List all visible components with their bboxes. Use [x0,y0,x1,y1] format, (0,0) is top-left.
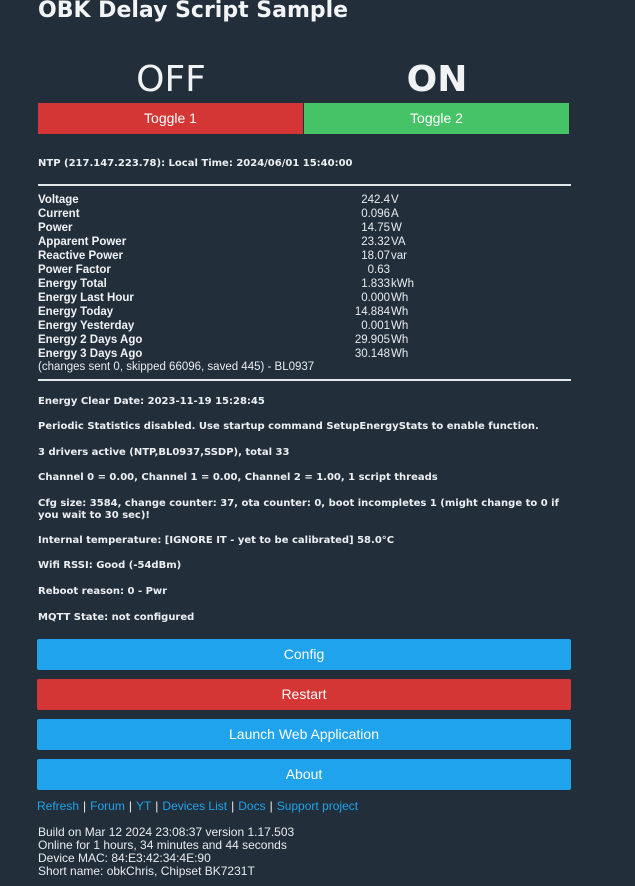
link-forum[interactable]: Forum [90,799,125,813]
energy-value: 0.096 [361,208,390,220]
energy-label: Voltage [38,194,79,206]
page-title: OBK Delay Script Sample [38,0,349,23]
energy-label: Energy Last Hour [38,292,134,304]
link-separator: | [269,799,273,813]
energy-row [38,193,414,207]
device-mac: Device MAC: 84:E3:42:34:4E:90 [38,851,211,865]
energy-value: 14.75 [361,222,390,234]
nav-links [37,799,358,813]
link-yt[interactable]: YT [135,799,152,813]
energy-row [38,319,414,333]
toggle-2-button[interactable]: Toggle 2 [304,103,569,134]
uptime: Online for 1 hours, 34 minutes and 44 seconds [38,838,287,852]
energy-unit: A [391,208,399,220]
energy-row [38,249,414,263]
energy-label: Apparent Power [38,236,127,248]
energy-value: 242.4 [361,194,390,206]
energy-label: Current [38,208,80,220]
link-separator: | [231,799,235,813]
energy-row [38,263,414,277]
divider-bottom [38,379,571,381]
energy-label: Reactive Power [38,250,124,262]
energy-row [38,221,414,235]
build-info: Build on Mar 12 2024 23:08:37 version 1.17.503 [38,825,295,839]
link-separator: | [155,799,159,813]
energy-value: 1.833 [361,278,390,290]
energy-label: Energy Today [38,306,114,318]
about-button[interactable]: About [37,759,571,790]
footer [38,826,294,878]
energy-unit [390,263,391,277]
energy-value: 18.07 [361,250,390,262]
cfg-info: Cfg size: 3584, change counter: 37, ota counter: 0, boot incompletes 1 (might change to 0 if you wait to 30 sec)! [38,498,559,521]
reboot-reason: Reboot reason: 0 - Pwr [38,586,168,597]
link-docs[interactable]: Docs [238,799,266,813]
energy-row [38,347,414,361]
energy-unit: Wh [391,306,409,318]
energy-unit: Wh [391,320,409,332]
energy-label: Power Factor [38,264,111,276]
energy-unit: Wh [391,348,409,360]
energy-unit: var [391,250,407,262]
energy-value: 0.000 [361,292,390,304]
energy-value: 0.001 [361,320,390,332]
channel-2-state: ON [406,59,468,100]
energy-stats-note: (changes sent 0, skipped 66096, saved 445) - BL0937 [38,361,315,373]
link-refresh[interactable]: Refresh [37,799,80,813]
config-button[interactable]: Config [37,639,571,670]
link-separator: | [83,799,87,813]
energy-label: Energy 3 Days Ago [38,348,143,360]
energy-value: 30.148 [354,348,390,360]
link-support-project[interactable]: Support project [276,799,359,813]
link-devices-list[interactable]: Devices List [162,799,228,813]
energy-unit: Wh [391,334,409,346]
energy-row [38,277,414,291]
energy-row [38,305,414,319]
energy-unit: V [391,194,399,206]
wifi-rssi: Wifi RSSI: Good (-54dBm) [38,560,182,571]
toggle-1-button[interactable]: Toggle 1 [38,103,303,134]
energy-label: Energy Yesterday [38,320,135,332]
periodic-statistics: Periodic Statistics disabled. Use startup command SetupEnergyStats to enable function. [38,421,539,432]
energy-value: 14.884 [354,306,390,318]
ntp-time: NTP (217.147.223.78): Local Time: 2024/06/01 15:40:00 [38,158,353,169]
short-name: Short name: obkChris, Chipset BK7231T [38,864,255,878]
energy-row [38,333,414,347]
energy-value: 29.905 [354,334,390,346]
energy-value: 0.63 [367,264,390,276]
energy-row [38,235,414,249]
energy-clear-date: Energy Clear Date: 2023-11-19 15:28:45 [38,396,265,407]
energy-label: Energy 2 Days Ago [38,334,143,346]
restart-button[interactable]: Restart [37,679,571,710]
internal-temperature: Internal temperature: [IGNORE IT - yet to be calibrated] 58.0°C [38,535,395,546]
energy-unit: W [391,222,402,234]
energy-table [38,193,414,361]
energy-row [38,291,414,305]
energy-row [38,207,414,221]
energy-label: Power [38,222,73,234]
energy-unit: kWh [391,278,414,290]
divider-top [38,184,571,186]
energy-unit: VA [391,236,406,248]
launch-web-app-button[interactable]: Launch Web Application [37,719,571,750]
energy-value: 23.32 [361,236,390,248]
mqtt-state: MQTT State: not configured [38,612,195,623]
link-separator: | [128,799,132,813]
drivers-active: 3 drivers active (NTP,BL0937,SSDP), total 33 [38,447,290,458]
energy-label: Energy Total [38,278,107,290]
channel-1-state: OFF [136,59,206,100]
channel-values: Channel 0 = 0.00, Channel 1 = 0.00, Channel 2 = 1.00, 1 script threads [38,472,438,483]
energy-unit: Wh [391,292,409,304]
